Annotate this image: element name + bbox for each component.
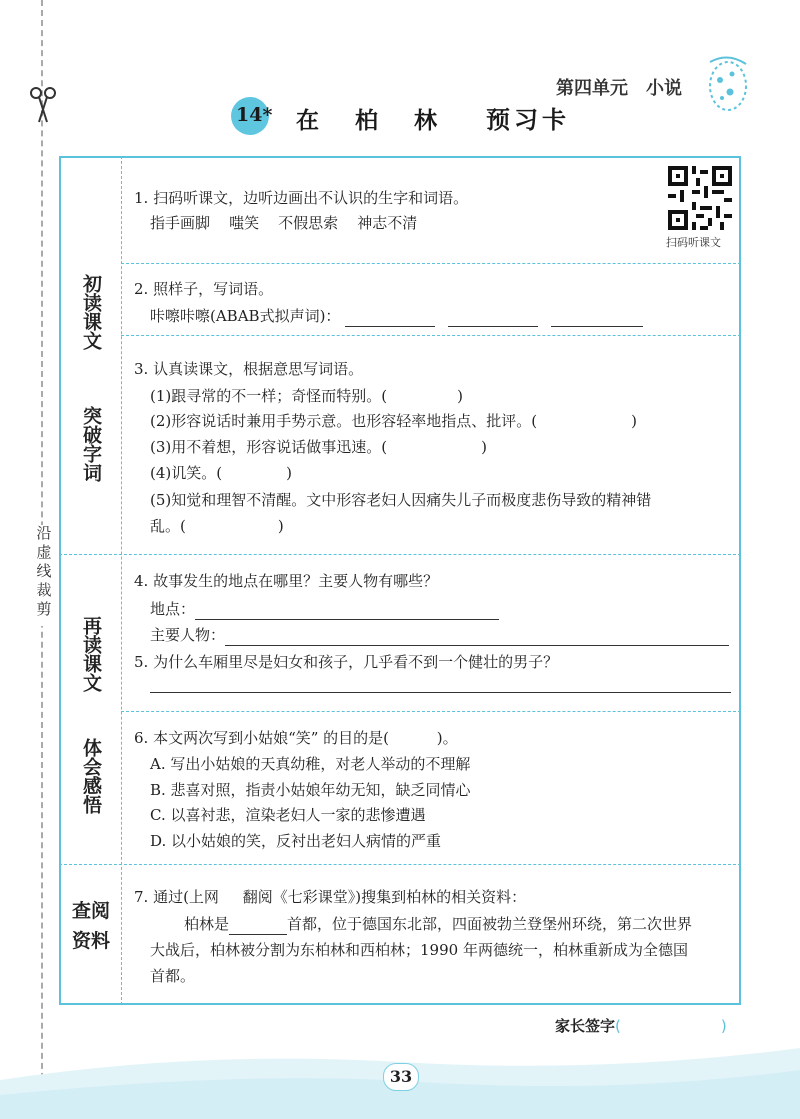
q3-item: (4)讥笑。( ) (150, 464, 292, 482)
q2-prompt: 2. 照样子，写词语。 (134, 280, 274, 298)
q6-prompt: 6. 本文两次写到小姑娘“笑” 的目的是( )。 (134, 729, 458, 747)
q2-example-row (150, 305, 643, 327)
answer-blank[interactable] (229, 918, 287, 935)
unit-label: 第四单元 (556, 78, 628, 99)
row-divider (121, 335, 741, 336)
section-divider (59, 864, 741, 865)
q7-text: 首都，位于德国东北部，四面被勃兰登堡州环绕，第二次世界 (287, 915, 693, 933)
q3-item-text: (2)形容说话时兼用手势示意。也形容轻率地指点、批评。( (150, 412, 538, 430)
q3-item: (2)形容说话时兼用手势示意。也形容轻率地指点、批评。( ) (150, 412, 637, 430)
q7-line3: 首都。 (150, 967, 196, 985)
card-label: 预习卡 (486, 106, 570, 134)
q6-option-d[interactable]: D. 以小姑娘的笑，反衬出老妇人病情的严重 (150, 832, 442, 850)
lesson-title: 在 柏 林 (296, 107, 452, 134)
scissors-icon (28, 84, 58, 124)
q4-place-label: 地点： (150, 600, 196, 618)
decoration-icon (700, 52, 752, 118)
q7-text: 柏林是 (184, 915, 230, 933)
q1-words: 指手画脚 嗤笑 不假思索 神志不清 (150, 214, 418, 232)
parent-signature-label: 家长签字 (555, 1017, 616, 1035)
lesson-number: 14* (236, 104, 273, 126)
q4-people-row (150, 624, 729, 646)
answer-blank[interactable] (195, 603, 499, 620)
section-label: 查阅资料 (71, 900, 110, 952)
row-divider (121, 711, 741, 712)
q6-option-a[interactable]: A. 写出小姑娘的天真幼稚，对老人举动的不理解 (150, 755, 471, 773)
qr-code-icon[interactable] (668, 166, 732, 230)
answer-blank[interactable] (345, 310, 435, 327)
parent-signature (555, 1015, 727, 1036)
qr-label: 扫码听课文 (666, 236, 721, 249)
signature-paren: ) (720, 1017, 727, 1035)
q6-option-b[interactable]: B. 悲喜对照，指责小姑娘年幼无知，缺乏同情心 (150, 781, 471, 799)
q3-item-text: 乱。( (150, 517, 186, 535)
section-label: 突破字词 (80, 406, 102, 482)
q4-prompt: 4. 故事发生的地点在哪里？主要人物有哪些？ (134, 572, 439, 590)
genre-label: 小说 (646, 78, 682, 99)
q3-item: 乱。( ) (150, 517, 284, 535)
cut-instruction-text: 沿虚线裁剪 (34, 525, 53, 620)
q3-item: (1)跟寻常的不一样；奇怪而特别。( ) (150, 387, 463, 405)
signature-paren: ( (615, 1017, 621, 1035)
q7-line1 (184, 913, 692, 935)
section-label: 体会感悟 (80, 738, 102, 814)
q4-people-label: 主要人物： (150, 626, 226, 644)
section-label-group (62, 606, 120, 824)
section-label-group (62, 896, 120, 956)
q1-prompt: 1. 扫码听课文，边听边画出不认识的生字和词语。 (134, 189, 469, 207)
q2-example: 咔嚓咔嚓(ABAB式拟声词)： (150, 307, 341, 325)
q3-item-text: (4)讥笑。( (150, 464, 223, 482)
answer-blank[interactable] (448, 310, 538, 327)
q3-item-text: (1)跟寻常的不一样；奇怪而特别。( (150, 387, 388, 405)
q4-place-row (150, 598, 499, 620)
answer-blank[interactable] (225, 629, 729, 646)
section-label: 初读课文 (80, 274, 102, 350)
q7-line2: 大战后，柏林被分割为东柏林和西柏林；1990 年两德统一，柏林重新成为全德国 (150, 941, 688, 959)
q7-prompt: 7. 通过(上网 翻阅《七彩课堂》)搜集到柏林的相关资料： (134, 888, 527, 906)
answer-line[interactable] (150, 692, 731, 693)
page-number: 33 (383, 1063, 419, 1091)
q6-option-c[interactable]: C. 以喜衬悲，渲染老妇人一家的悲惨遭遇 (150, 806, 426, 824)
q3-prompt: 3. 认真读课文，根据意思写词语。 (134, 360, 364, 378)
section-label-group (62, 264, 120, 492)
row-divider (121, 263, 741, 264)
section-label: 再读课文 (80, 616, 102, 692)
column-divider (121, 156, 122, 1005)
answer-blank[interactable] (551, 310, 643, 327)
section-divider (59, 554, 741, 555)
q5-prompt: 5. 为什么车厢里尽是妇女和孩子，几乎看不到一个健壮的男子？ (134, 653, 559, 671)
cut-instruction (28, 525, 58, 626)
q3-item: (3)用不着想，形容说话做事迅速。( ) (150, 438, 487, 456)
q3-item-text: (5)知觉和理智不清醒。文中形容老妇人因痛失儿子而极度悲伤导致的精神错 (150, 491, 652, 509)
q3-item-text: (3)用不着想，形容说话做事迅速。( (150, 438, 388, 456)
